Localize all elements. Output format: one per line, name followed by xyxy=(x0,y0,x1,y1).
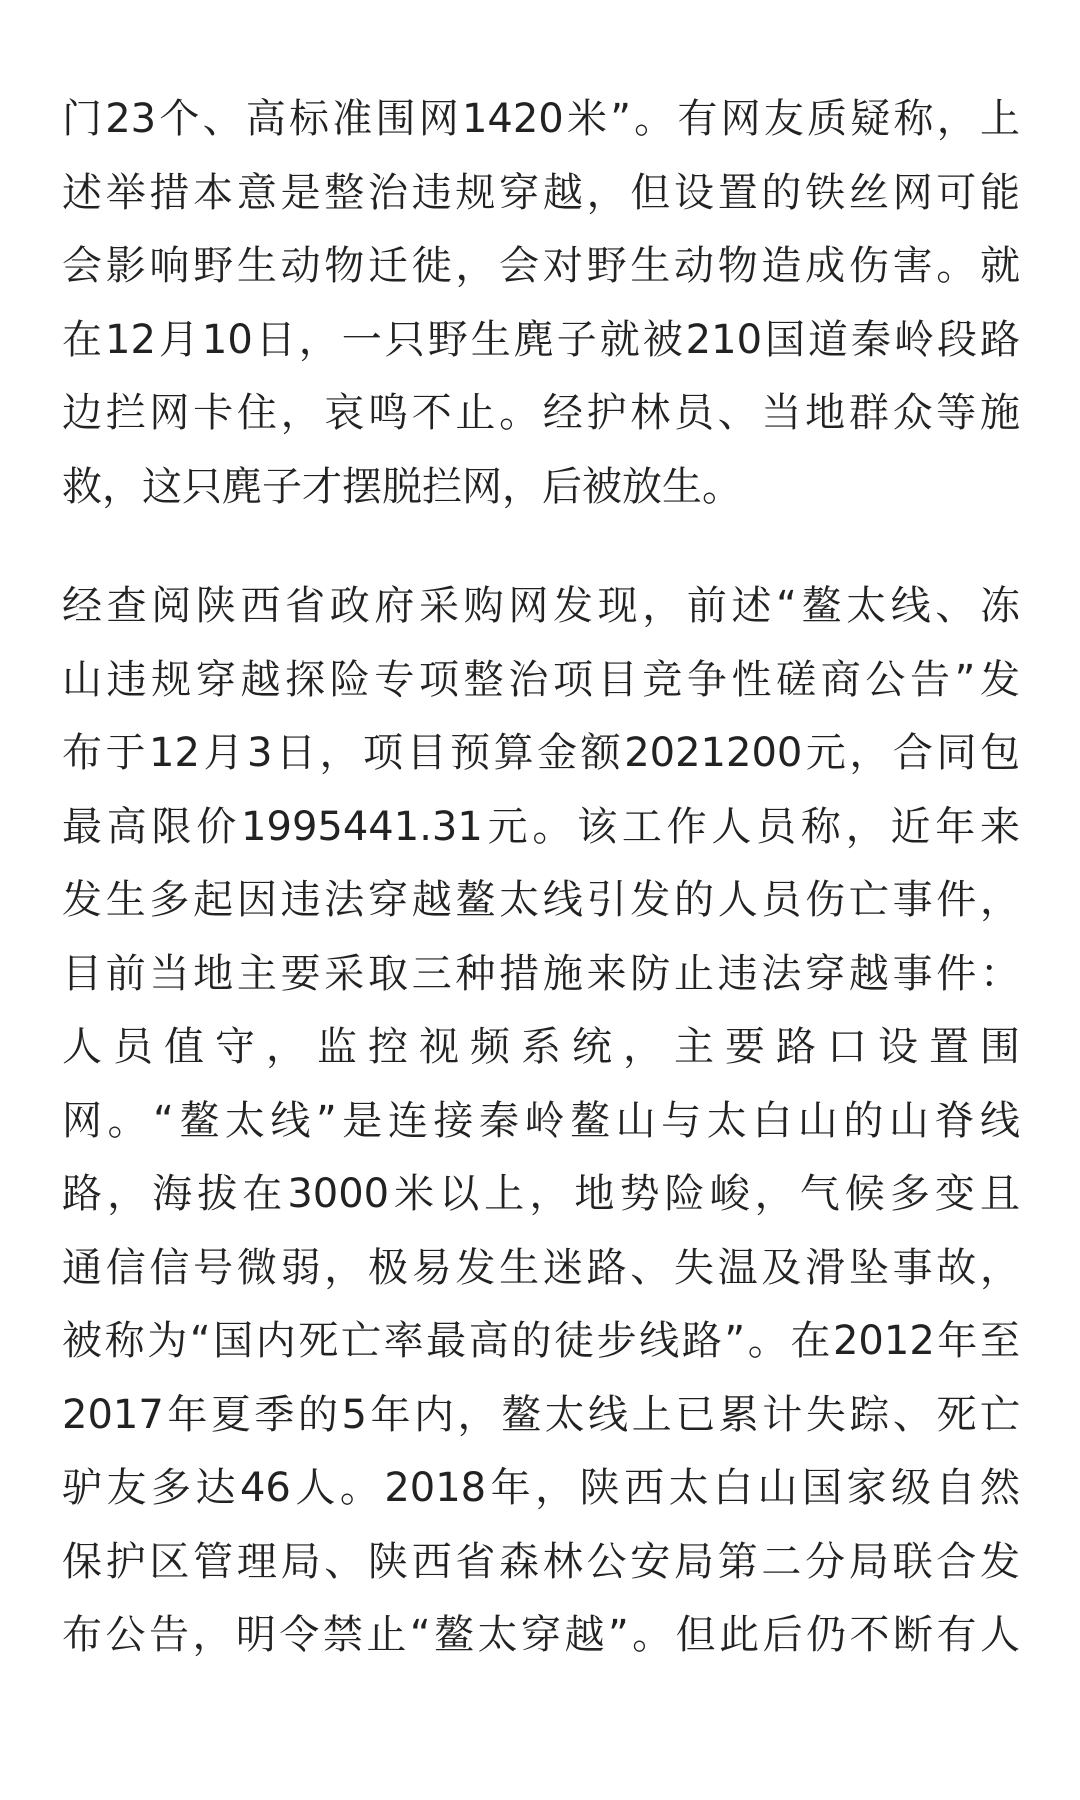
text-line: 路，海拔在3000米以上，地势险峻，气候多变且 xyxy=(62,1171,1020,1217)
text-line: 经查阅陕西省政府采购网发现，前述“鳌太线、冻 xyxy=(62,583,1020,629)
text-line: 会影响野生动物迁徙，会对野生动物造成伤害。就 xyxy=(62,243,1020,289)
text-line: 最高限价1995441.31元。该工作人员称，近年来 xyxy=(62,803,1020,850)
text-line: 保护区管理局、陕西省森林公安局第二分局联合发 xyxy=(62,1538,1020,1585)
text-line: 发生多起因违法穿越鳌太线引发的人员伤亡事件， xyxy=(62,877,1020,923)
text-line: 2017年夏季的5年内，鳌太线上已累计失踪、死亡 xyxy=(62,1391,1020,1438)
text-line: 门23个、高标准围网1420米”。有网友质疑称，上 xyxy=(62,96,1020,142)
text-line: 网。“鳌太线”是连接秦岭鳌山与太白山的山脊线 xyxy=(62,1097,1020,1144)
text-line: 山违规穿越探险专项整治项目竞争性磋商公告”发 xyxy=(62,656,1020,703)
text-line: 目前当地主要采取三种措施来防止违法穿越事件： xyxy=(62,950,1020,997)
text-line: 在12月10日，一只野生麂子就被210国道秦岭段路 xyxy=(62,316,1020,363)
text-line: 述举措本意是整治违规穿越，但设置的铁丝网可能 xyxy=(62,169,1020,216)
text-line: 边拦网卡住，哀鸣不止。经护林员、当地群众等施 xyxy=(62,390,1020,436)
paragraph xyxy=(62,83,1020,524)
article-body xyxy=(62,83,1020,1673)
text-line: 布于12月3日，项目预算金额2021200元，合同包 xyxy=(62,730,1020,776)
paragraph xyxy=(62,570,1020,1673)
text-line: 救，这只麂子才摆脱拦网，后被放生。 xyxy=(62,463,742,510)
text-line: 布公告，明令禁止“鳌太穿越”。但此后仍不断有人 xyxy=(62,1612,1020,1658)
text-line: 通信信号微弱，极易发生迷路、失温及滑坠事故， xyxy=(62,1244,1020,1291)
text-line: 被称为“国内死亡率最高的徒步线路”。在2012年至 xyxy=(62,1318,1020,1364)
text-line: 人员值守，监控视频系统，主要路口设置围 xyxy=(62,1024,1020,1070)
text-line: 驴友多达46人。2018年，陕西太白山国家级自然 xyxy=(62,1465,1020,1511)
